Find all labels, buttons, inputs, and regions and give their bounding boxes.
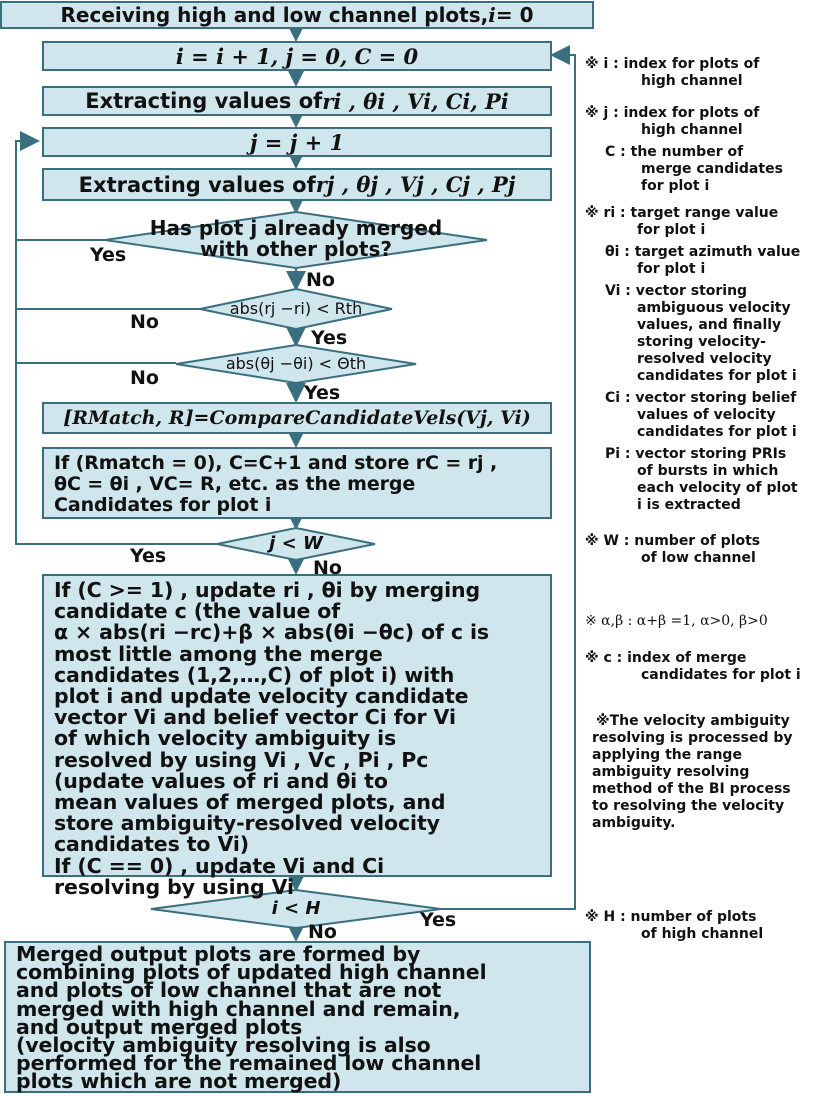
update-line: most little among the merge <box>54 641 383 666</box>
note-line: i is extracted <box>637 497 741 513</box>
note-line: ※ c : index of merge <box>585 650 747 666</box>
label-yes-range: Yes <box>311 327 348 349</box>
note-h <box>585 909 763 943</box>
update-line: α × abs(ri −rc)+β × abs(θi −θc) of c is <box>54 620 489 645</box>
note-line: merge candidates <box>641 161 783 177</box>
decision-azimuth-label: abs(θj −θi) < Θth <box>225 354 367 373</box>
compare-text: [RMatch, R]=CompareCandidateVels(Vj, Vi) <box>63 407 531 429</box>
note-w <box>585 533 760 567</box>
note-line: ※ α,β : α+β =1, α>0, β>0 <box>585 613 768 629</box>
label-no-i: No <box>308 921 337 943</box>
label-no-merged: No <box>306 269 335 291</box>
update-line: candidates (1,2,…,C) of plot i) with <box>54 662 455 687</box>
update-line: store ambiguity-resolved velocity <box>54 811 440 836</box>
inc-j-text: j = j + 1 <box>249 129 345 155</box>
note-line: method of the BI process <box>592 781 791 797</box>
decision-i-label: i < H <box>271 898 321 919</box>
update-line: mean values of merged plots, and <box>54 790 446 815</box>
update-line: vector Vi and belief vector Ci for Vi <box>54 705 456 730</box>
note-line: ※ H : number of plots <box>585 909 757 925</box>
note-line: C : the number of <box>605 144 744 160</box>
start-box <box>0 1 594 29</box>
store-line3: Candidates for plot i <box>54 494 272 516</box>
note-line: Vi : vector storing <box>605 283 748 299</box>
note-line: ambiguous velocity <box>637 300 791 316</box>
note-line: each velocity of plot <box>637 480 798 496</box>
note-line: ※ j : index for plots of <box>585 105 760 121</box>
note-line: ambiguity resolving <box>592 764 750 780</box>
decision-merged-line1: Has plot j already merged <box>149 216 443 240</box>
note-j <box>585 105 759 139</box>
note-line: candidates for plot i <box>641 667 801 683</box>
init-text: i = i + 1, j = 0, C = 0 <box>175 43 419 69</box>
start-var: i <box>488 3 496 27</box>
note-pi <box>605 446 798 514</box>
note-line: Pi : vector storing PRIs <box>605 446 787 462</box>
note-line: of bursts in which <box>637 463 779 479</box>
note-line: of low channel <box>641 550 756 566</box>
label-no-j: No <box>313 557 342 579</box>
label-yes-i: Yes <box>420 909 457 931</box>
note-line: high channel <box>641 73 743 89</box>
note-line: applying the range <box>592 747 742 763</box>
note-i <box>585 56 759 90</box>
output-box <box>4 941 591 1093</box>
output-line: performed for the remained low channel <box>16 1051 482 1076</box>
store-line1: If (Rmatch = 0), C=C+1 and store rC = rj , <box>54 452 498 474</box>
note-alpha-beta <box>585 613 768 630</box>
note-line: for plot i <box>641 178 710 194</box>
start-text: Receiving high and low channel plots, <box>60 3 489 27</box>
note-line: high channel <box>641 122 743 138</box>
decision-merged-line2: with other plots? <box>199 237 392 261</box>
note-v <box>605 283 797 385</box>
update-line: resolving by using Vi <box>54 874 294 899</box>
extract-i-vars: ri , θi , Vi, Ci, Pi <box>322 88 509 114</box>
update-line: If (C == 0) , update Vi and Ci <box>54 853 385 878</box>
note-line: θi : target azimuth value <box>605 244 801 260</box>
note-r <box>585 205 778 239</box>
label-no-range: No <box>130 311 159 333</box>
note-line: values, and finally <box>637 317 782 333</box>
note-line: to resolving the velocity <box>592 798 785 814</box>
note-line: candidates for plot i <box>637 424 797 440</box>
extract-j-box <box>42 168 552 201</box>
output-line: combining plots of updated high channel <box>16 960 487 985</box>
note-c-count <box>605 144 783 195</box>
decision-i-text <box>151 898 441 919</box>
decision-merged-text <box>105 218 487 260</box>
update-line: candidates to Vi) <box>54 832 250 857</box>
note-line: ※ ri : target range value <box>585 205 779 221</box>
update-line: candidate c (the value of <box>54 599 341 624</box>
note-line: candidates for plot i <box>637 368 797 384</box>
note-line: ※The velocity ambiguity <box>596 713 790 729</box>
label-yes-j: Yes <box>130 545 167 567</box>
note-line: ※ W : number of plots <box>585 533 761 549</box>
note-line: for plot i <box>637 222 706 238</box>
note-line: ※ i : index for plots of <box>585 56 760 72</box>
output-line: (velocity ambiguity resolving is also <box>16 1033 431 1058</box>
note-line: ambiguity. <box>592 815 676 831</box>
start-eq: = 0 <box>495 3 534 27</box>
output-line: plots which are not merged) <box>16 1069 342 1094</box>
init-box <box>42 41 552 71</box>
output-line: and output merged plots <box>16 1014 303 1039</box>
note-line: Ci : vector storing belief <box>605 390 797 406</box>
note-theta <box>605 244 800 278</box>
update-line: resolved by using Vi , Vc , Pi , Pc <box>54 747 429 772</box>
decision-range-text <box>200 299 392 318</box>
update-line: If (C >= 1) , update ri , θi by merging <box>54 578 481 602</box>
decision-range-label: abs(rj −ri) < Rth <box>229 299 363 318</box>
output-line: Merged output plots are formed by <box>16 942 421 966</box>
note-c-index <box>585 650 801 684</box>
note-line: values of velocity <box>637 407 776 423</box>
note-line: for plot i <box>637 261 706 277</box>
extract-i-box <box>42 86 552 116</box>
label-yes-merged: Yes <box>90 244 127 266</box>
update-line: plot i and update velocity candidate <box>54 684 469 709</box>
note-line: resolving is processed by <box>592 730 793 746</box>
label-yes-azimuth: Yes <box>304 382 341 404</box>
decision-j-text <box>217 533 375 554</box>
note-line: resolved velocity <box>637 351 772 367</box>
note-bi <box>592 713 792 832</box>
compare-box <box>42 402 552 434</box>
update-line: (update values of ri and θi to <box>54 768 388 793</box>
store-line2: θC = θi , VC= R, etc. as the merge <box>54 473 416 495</box>
decision-j-label: j < W <box>269 533 323 554</box>
extract-j-vars: rj , θj , Vj , Cj , Pj <box>315 172 516 197</box>
store-box <box>42 447 552 519</box>
label-no-azimuth: No <box>130 367 159 389</box>
output-line: merged with high channel and remain, <box>16 996 461 1021</box>
inc-j-box <box>42 127 552 157</box>
update-line: of which velocity ambiguity is <box>54 726 397 751</box>
note-line: of high channel <box>641 926 764 942</box>
note-ci <box>605 390 797 441</box>
decision-azimuth-text <box>176 354 416 373</box>
note-line: storing velocity- <box>637 334 766 350</box>
extract-i-text: Extracting values of <box>85 89 323 113</box>
extract-j-text: Extracting values of <box>78 172 316 197</box>
output-line: and plots of low channel that are not <box>16 978 442 1003</box>
update-box <box>42 574 552 899</box>
